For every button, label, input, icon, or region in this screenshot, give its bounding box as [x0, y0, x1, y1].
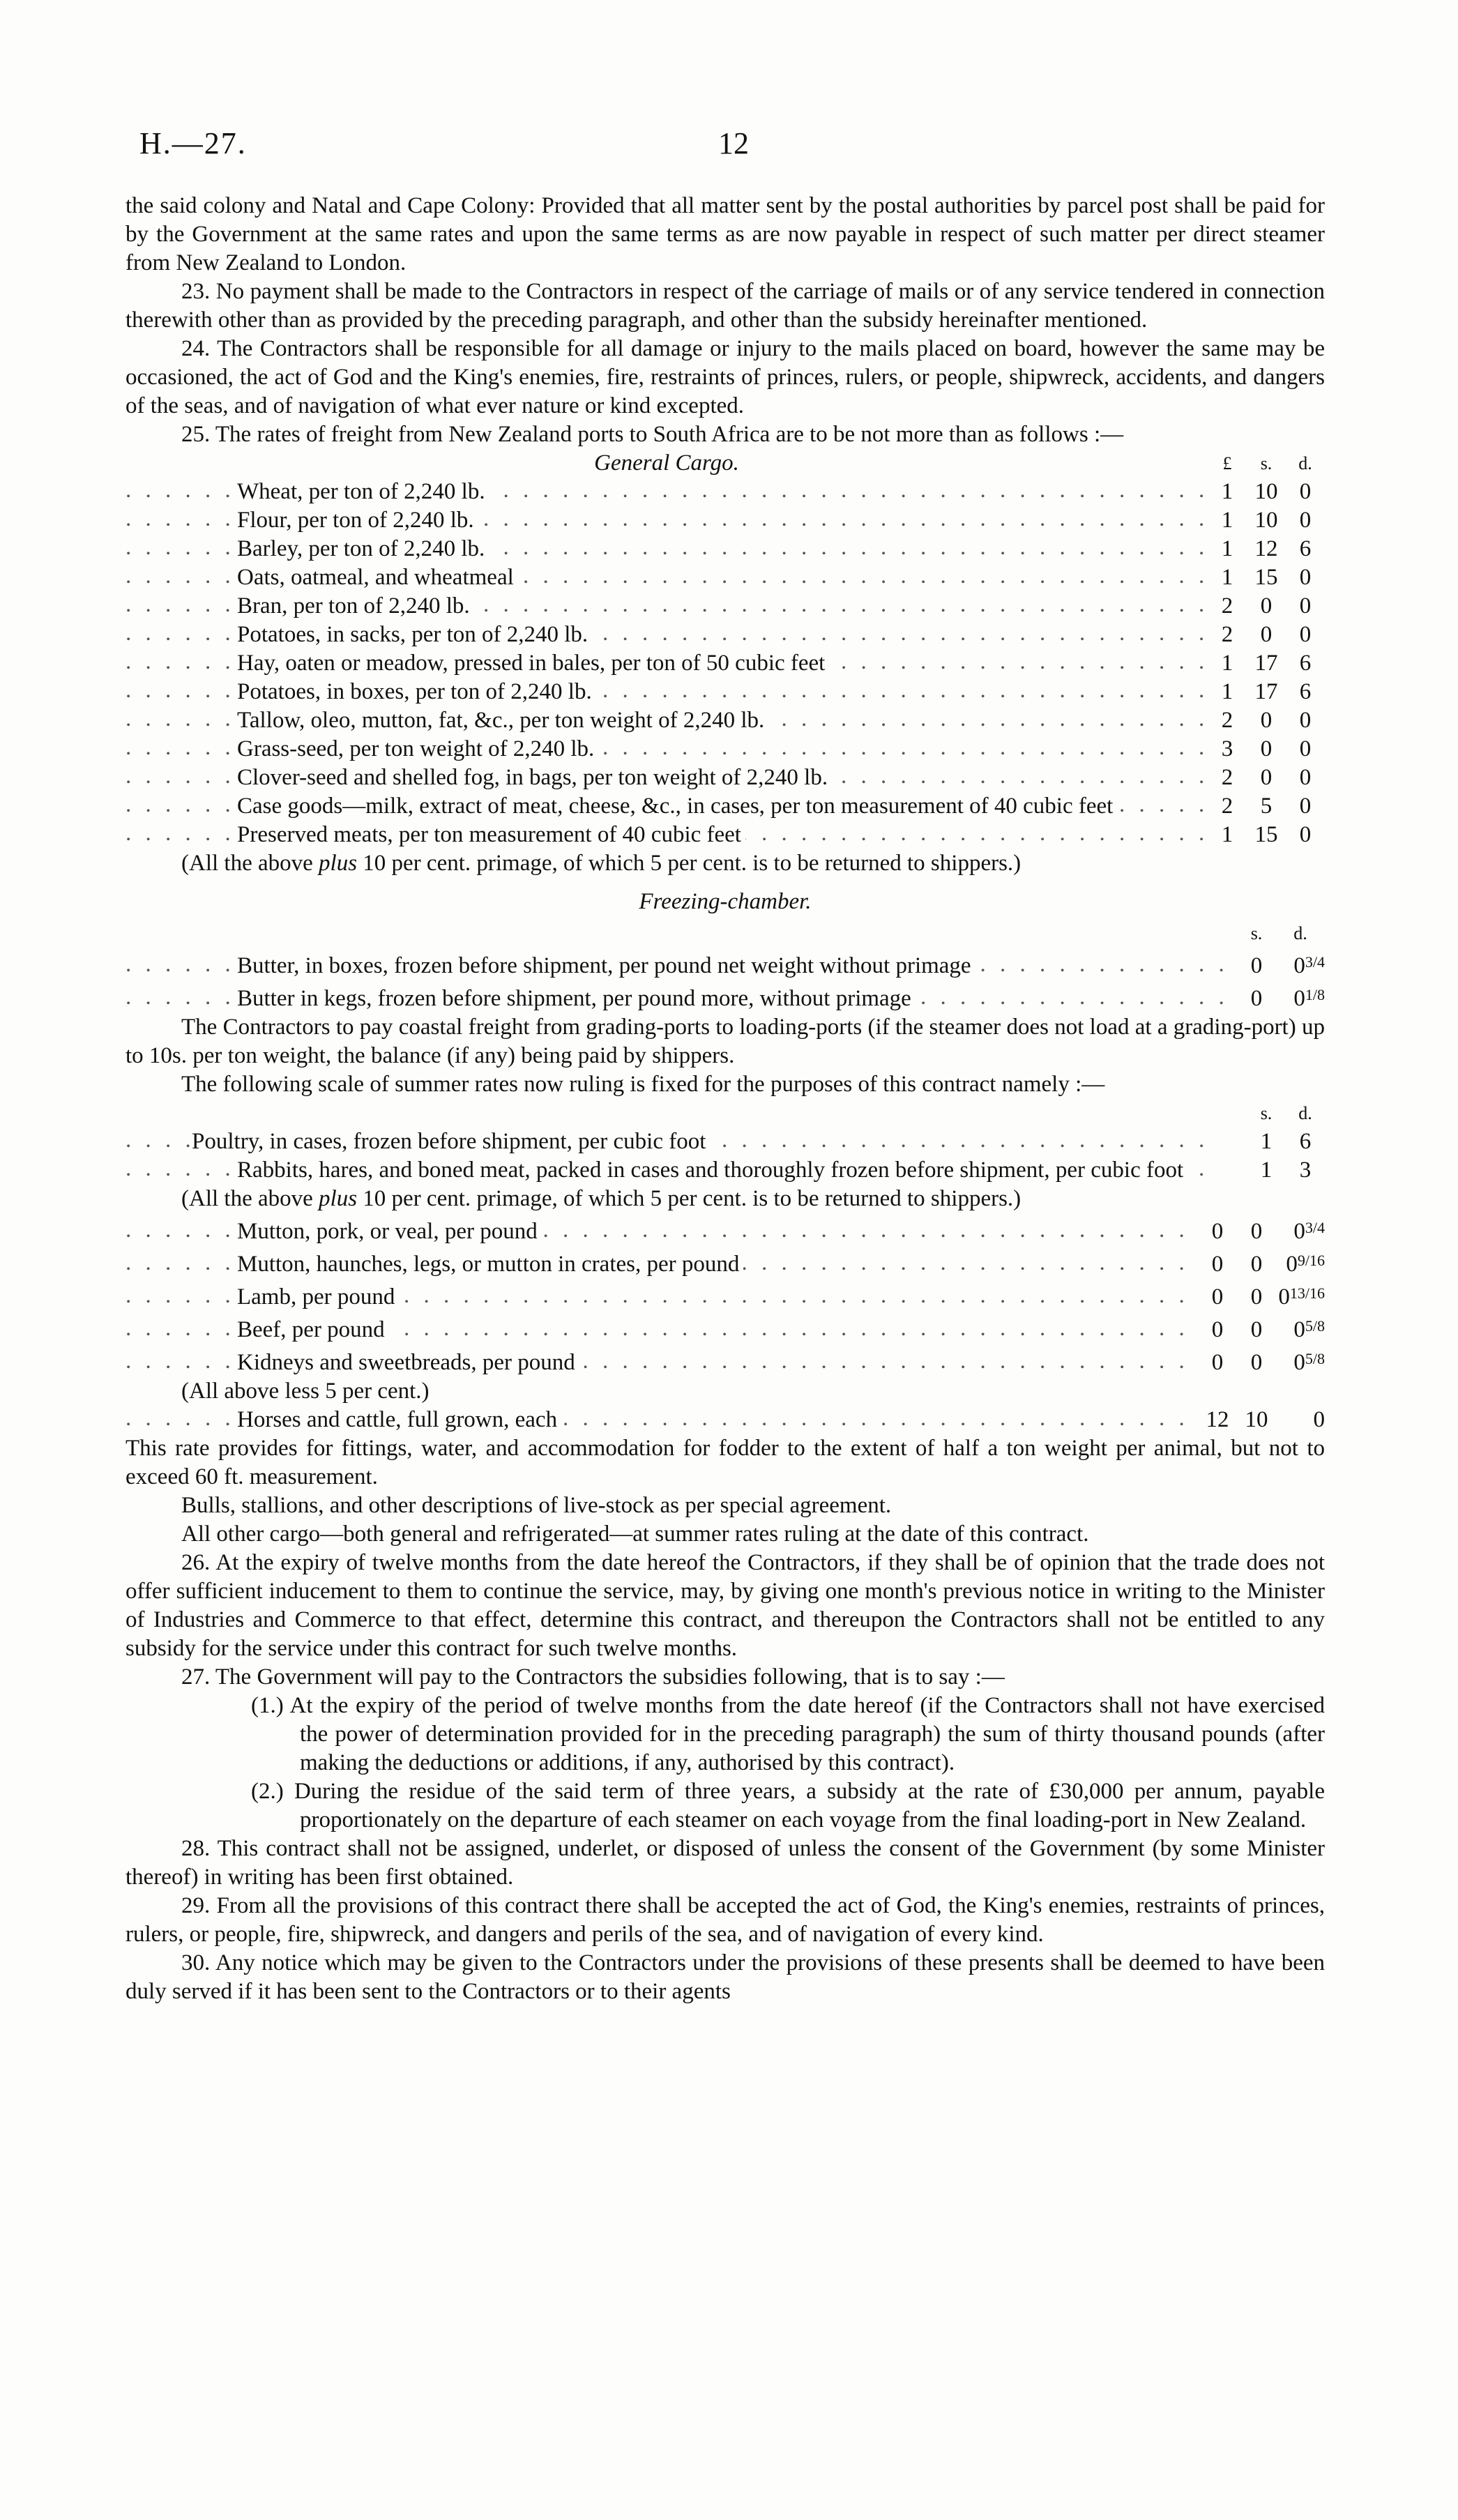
col-pence: d. [1298, 453, 1312, 473]
rate-row [126, 649, 1325, 678]
rate-pounds: 1 [1221, 822, 1233, 847]
rate-shillings: 0 [1250, 1219, 1263, 1244]
rate-row [126, 506, 1325, 535]
primage-note-summer: (All the above plus 10 per cent. primage, of which 5 per cent. is to be returned to shippers.) [181, 1186, 1022, 1211]
rate-shillings: 0 [1250, 986, 1263, 1011]
rate-pounds: 0 [1211, 1317, 1224, 1342]
rate-row [126, 706, 1325, 735]
rate-row [126, 678, 1325, 706]
freezing-heading-row [126, 919, 1325, 948]
rate-row-case-goods [126, 792, 1325, 821]
paragraph-continuation: the said colony and Natal and Cape Colony: Provided that all matter sent by the postal authorities by parcel post shall be paid for by the Government at the same rates and upon the same terms as are now payable in respect of such matter per direct steamer from New Zealand to London. [126, 193, 1325, 275]
rate-pence: 6 [1299, 679, 1312, 704]
paragraph-29: 29. From all the provisions of this contract there shall be accepted the act of God, the King's enemies, restraints of princes, rulers, or people, fire, shipwreck, and dangers and perils of the sea, and of navigation of every kind. [126, 1893, 1325, 1947]
rate-row [126, 821, 1325, 849]
rate-label: Butter, in boxes, frozen before shipment, per pound net weight without primage [237, 953, 975, 978]
rate-pence: 3 [1299, 1157, 1312, 1183]
other-cargo-paragraph: All other cargo—both general and refrigerated—at summer rates ruling at the date of this contract. [181, 1521, 1089, 1547]
rate-pence: 0 [1299, 508, 1312, 533]
rate-shillings: 0 [1260, 593, 1273, 618]
rate-pence: 0 [1299, 708, 1312, 733]
rate-row [126, 1213, 1325, 1246]
rate-pounds: 0 [1211, 1252, 1224, 1277]
rate-label: Mutton, pork, or veal, per pound [237, 1219, 542, 1244]
paragraph-24: 24. The Contractors shall be responsible for all damage or injury to the mails placed on board, however the same may be occasioned, the act of God and the King's enemies, fire, restraints of princes, rulers, or people, shipwreck, accidents, and dangers of the seas, and of navigation of what ever nature or kind excepted. [126, 336, 1325, 418]
rate-shillings: 0 [1250, 1284, 1263, 1310]
rate-pence: 6 [1299, 651, 1312, 676]
document-body [126, 192, 1325, 2006]
rate-pounds: 2 [1221, 593, 1233, 618]
rate-row [126, 735, 1325, 764]
summer-rates-table [126, 1099, 1325, 1185]
paragraph-25: 25. The rates of freight from New Zealand ports to South Africa are to be not more than as follows :— [181, 422, 1124, 447]
rate-label: Grass-seed, per ton weight of 2,240 lb. [237, 736, 598, 761]
rate-row [126, 621, 1325, 649]
rate-pounds: 2 [1221, 622, 1233, 647]
rate-label: Butter in kegs, frozen before shipment, per pound more, without primage [237, 986, 916, 1011]
rate-pounds: 0 [1211, 1284, 1224, 1310]
rate-pence: 0 [1299, 479, 1312, 504]
meat-rates-table [126, 1213, 1325, 1377]
general-cargo-table [126, 449, 1325, 849]
rate-shillings: 1 [1260, 1129, 1273, 1154]
rate-label: Barley, per ton of 2,240 lb. [237, 536, 489, 561]
rate-pence: $0^{3/4}$ [1293, 1219, 1325, 1244]
rate-row [126, 980, 1325, 1013]
rate-pounds: 1 [1221, 479, 1233, 504]
rate-shillings: 10 [1254, 479, 1278, 504]
primage-note: (All the above plus 10 per cent. primage, of which 5 per cent. is to be returned to shippers.) [181, 851, 1022, 876]
rate-row [126, 1344, 1325, 1377]
rate-row [126, 478, 1325, 506]
rate-pounds: 1 [1221, 536, 1233, 561]
rate-shillings: 10 [1254, 508, 1278, 533]
rate-pounds: 1 [1221, 679, 1233, 704]
page-header [126, 126, 1325, 167]
col-pence: d. [1298, 1103, 1312, 1123]
rate-row [126, 563, 1325, 592]
rate-label: Oats, oatmeal, and wheatmeal [237, 565, 518, 590]
rate-row [126, 1312, 1325, 1344]
horses-rate-note: This rate provides for fittings, water, and accommodation for fodder to the extent of half a ton weight per animal, but not to exceed 60 ft. measurement. [126, 1436, 1325, 1489]
rate-row [126, 1128, 1325, 1156]
rate-pounds: 1 [1221, 651, 1233, 676]
rate-shillings: 0 [1260, 622, 1273, 647]
rate-label: Hay, oaten or meadow, pressed in bales, per ton of 50 cubic feet [237, 651, 829, 676]
document-code: H.—27. [139, 126, 247, 160]
col-pound: £ [1222, 453, 1232, 473]
rate-pounds: 12 [1206, 1407, 1229, 1432]
rate-pounds: 0 [1211, 1219, 1224, 1244]
rate-pounds: 2 [1221, 794, 1233, 819]
rate-pence: 6 [1299, 1129, 1312, 1154]
paragraph-30: 30. Any notice which may be given to the Contractors under the provisions of these presents shall be deemed to have been duly served if it has been sent to the Contractors or to their agents [126, 1950, 1325, 2004]
rate-shillings: 0 [1260, 736, 1273, 761]
col-shillings: s. [1260, 453, 1273, 473]
paragraph-28: 28. This contract shall not be assigned, underlet, or disposed of unless the consent of the Government (by some Minister thereof) in writing has been first obtained. [126, 1836, 1325, 1890]
rate-label: Tallow, oleo, mutton, fat, &c., per ton weight of 2,240 lb. [237, 708, 768, 733]
rate-shillings: 17 [1254, 651, 1278, 676]
paragraph-27-2: (2.) During the residue of the said term of three years, a subsidy at the rate of £30,000 per annum, payable proportionately on the departure of each steamer on each voyage from the final loading-port in New Zealand. [251, 1779, 1325, 1832]
rate-row [126, 1406, 1325, 1434]
rate-shillings: 10 [1245, 1407, 1268, 1432]
rate-row [126, 535, 1325, 563]
rate-label: Bran, per ton of 2,240 lb. [237, 593, 474, 618]
page-number: 12 [718, 126, 749, 160]
rate-pence: 0 [1313, 1407, 1325, 1432]
rate-label: Mutton, haunches, legs, or mutton in crates, per pound [237, 1252, 743, 1277]
rate-label: Potatoes, in boxes, per ton of 2,240 lb. [237, 679, 596, 704]
rate-label: Kidneys and sweetbreads, per pound [237, 1350, 579, 1375]
rate-pence: 0 [1299, 593, 1312, 618]
paragraph-23: 23. No payment shall be made to the Contractors in respect of the carriage of mails or of any service tendered in connection therewith other than as provided by the preceding paragraph, and other than the subsidy hereinafter mentioned. [126, 279, 1325, 333]
rate-row [126, 592, 1325, 621]
livestock-table [126, 1406, 1325, 1434]
rate-shillings: 1 [1260, 1157, 1273, 1183]
rate-row [126, 948, 1325, 980]
rate-pence: $0^{5/8}$ [1293, 1317, 1325, 1342]
rate-shillings: 5 [1260, 794, 1273, 819]
rate-shillings: 0 [1260, 708, 1273, 733]
rate-pence: $0^{3/4}$ [1293, 953, 1325, 978]
freezing-table [126, 919, 1325, 1013]
paragraph-26: 26. At the expiry of twelve months from the date hereof the Contractors, if they shall be of opinion that the trade does not offer sufficient inducement to them to continue the service, may, by giving one month's previous notice in writing to the Minister of Industries and Commerce to that effect, determine this contract, and thereupon the Contractors shall not be entitled to any subsidy for the service under this contract for such twelve months. [126, 1550, 1325, 1661]
rate-pence: $0^{5/8}$ [1293, 1350, 1325, 1375]
rate-label: Lamb, per pound [237, 1284, 399, 1310]
col-shillings: s. [1260, 1103, 1273, 1123]
rate-label: Flour, per ton of 2,240 lb. [237, 508, 478, 533]
rate-pence: $0^{1/8}$ [1293, 986, 1325, 1011]
rate-row [126, 1156, 1325, 1185]
rate-row [126, 764, 1325, 792]
rate-pence: 0 [1299, 822, 1312, 847]
rate-label: Preserved meats, per ton measurement of 40 cubic feet [237, 822, 745, 847]
rate-pence: $0^{13/16}$ [1278, 1284, 1325, 1310]
rate-pence: 0 [1299, 622, 1312, 647]
rate-pence: 0 [1299, 765, 1312, 790]
paragraph-27: 27. The Government will pay to the Contractors the subsidies following, that is to say :— [181, 1664, 1005, 1690]
rate-pounds: 2 [1221, 708, 1233, 733]
rate-label: Case goods—milk, extract of meat, cheese, &c., in cases, per ton measurement of 40 cubic feet [237, 794, 1117, 819]
rate-label: Wheat, per ton of 2,240 lb. [237, 479, 489, 504]
general-cargo-heading-row [126, 449, 1325, 478]
rate-label: Rabbits, hares, and boned meat, packed in cases and thoroughly frozen before shipment, per cubic foot [237, 1157, 1187, 1183]
rate-pounds: 2 [1221, 765, 1233, 790]
rate-pence: 0 [1299, 565, 1312, 590]
rate-shillings: 0 [1250, 1252, 1263, 1277]
rate-pounds: 1 [1221, 565, 1233, 590]
rate-row [126, 1279, 1325, 1312]
general-cargo-title: General Cargo. [594, 450, 739, 476]
rate-pounds: 3 [1221, 736, 1233, 761]
rate-pounds: 1 [1221, 508, 1233, 533]
rate-row [126, 1246, 1325, 1279]
rate-pence: $0^{9/16}$ [1286, 1252, 1325, 1277]
summer-heading-row [126, 1099, 1325, 1128]
coastal-freight-paragraph: The Contractors to pay coastal freight from grading-ports to loading-ports (if the steamer does not load at a grading-port) up to 10s. per ton weight, the balance (if any) being paid by shippers. [126, 1015, 1325, 1068]
rate-pence: 0 [1299, 794, 1312, 819]
rate-label: Horses and cattle, full grown, each [237, 1407, 561, 1432]
rate-shillings: 0 [1260, 765, 1273, 790]
rate-shillings: 12 [1254, 536, 1278, 561]
rate-shillings: 17 [1254, 679, 1278, 704]
rate-pounds: 0 [1211, 1350, 1224, 1375]
rate-shillings: 0 [1250, 1317, 1263, 1342]
less-five-percent-note: (All above less 5 per cent.) [181, 1379, 430, 1404]
rate-pence: 6 [1299, 536, 1312, 561]
freezing-chamber-title: Freezing-chamber. [639, 889, 812, 914]
rate-shillings: 15 [1254, 822, 1278, 847]
bulls-paragraph: Bulls, stallions, and other descriptions of live-stock as per special agreement. [181, 1493, 892, 1518]
rate-shillings: 0 [1250, 953, 1263, 978]
rate-pence: 0 [1299, 736, 1312, 761]
rate-shillings: 0 [1250, 1350, 1263, 1375]
summer-rates-intro: The following scale of summer rates now ruling is fixed for the purposes of this contract namely :— [181, 1072, 1105, 1097]
paragraph-27-1: (1.) At the expiry of the period of twelve months from the date hereof (if the Contractors shall not have exercised the power of determination provided for in the preceding paragraph) the sum of thirty thousand pounds (after making the deductions or additions, if any, authorised by this contract). [251, 1693, 1325, 1775]
rate-label: Potatoes, in sacks, per ton of 2,240 lb. [237, 622, 592, 647]
rate-shillings: 15 [1254, 565, 1278, 590]
rate-label: Beef, per pound [237, 1317, 389, 1342]
rate-label: Poultry, in cases, frozen before shipment, per cubic foot [192, 1129, 710, 1154]
rate-label: Clover-seed and shelled fog, in bags, per ton weight of 2,240 lb. [237, 765, 832, 790]
col-pence: d. [1293, 923, 1307, 943]
col-shillings: s. [1250, 923, 1263, 943]
